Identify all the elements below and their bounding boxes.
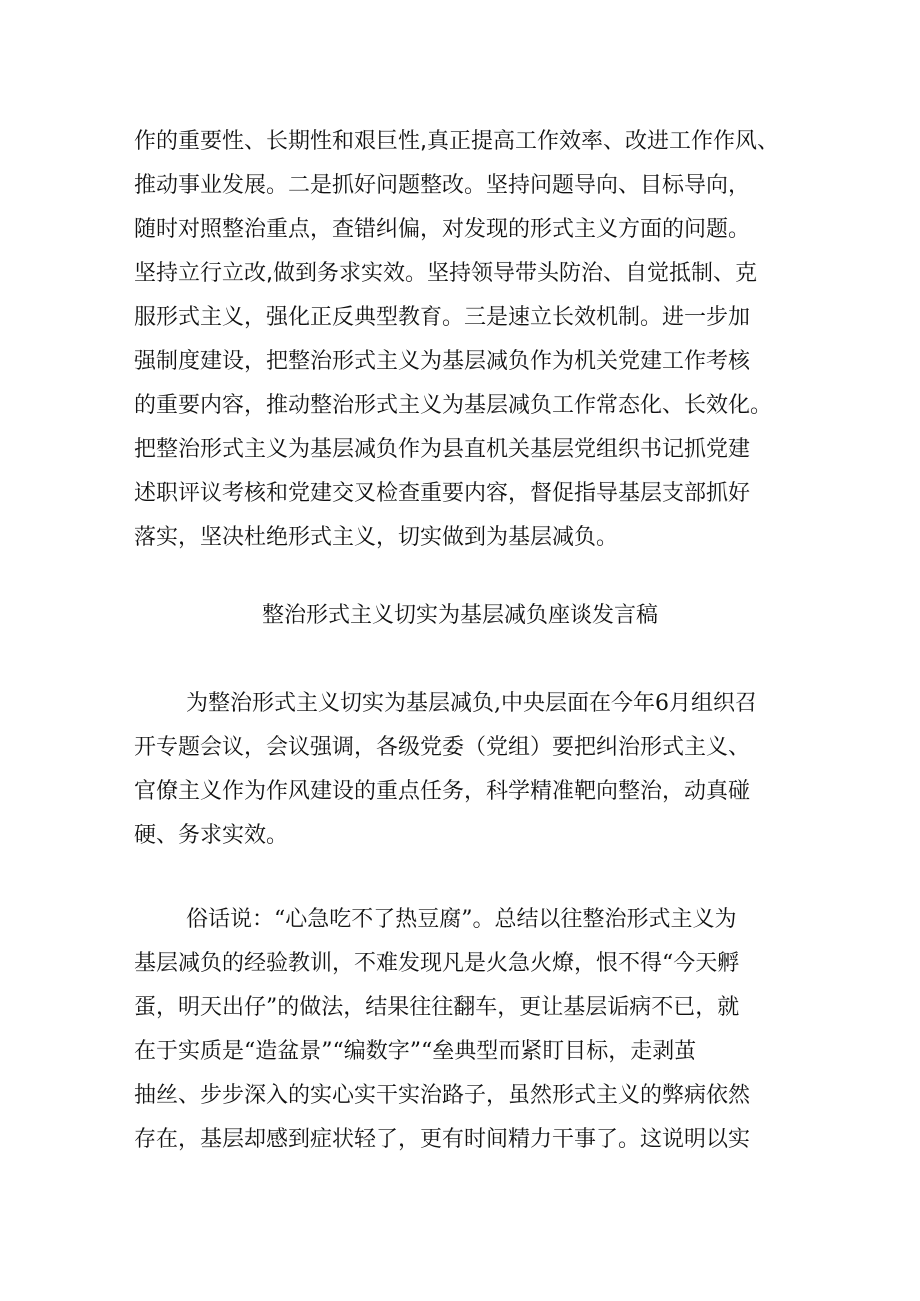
body-text-line: 的重要内容，推动整治形式主义为基层减负工作常态化、长效化。 [134,393,773,418]
paragraph-line: 基层减负的经验教训，不难发现凡是火急火燎，恨不得“今天孵 [134,951,740,976]
paragraph-line: 存在，基层却感到症状轻了，更有时间精力干事了。这说明以实 [134,1127,751,1152]
body-text-line: 作的重要性、长期性和艰巨性,真正提高工作效率、改进工作作风、 [134,129,779,154]
paragraph-line: 硬、务求实效。 [134,823,289,848]
body-text-line: 服形式主义，强化正反典型教育。三是速立长效机制。进一步加 [134,305,751,330]
body-text-line: 随时对照整治重点，查错纠偏，对发现的形式主义方面的问题。 [134,217,751,242]
body-text-line: 强制度建设，把整治形式主义为基层减负作为机关党建工作考核 [134,349,751,374]
body-text-line: 把整治形式主义为基层减负作为县直机关基层党组织书记抓党建 [134,437,751,462]
body-text-line: 落实，坚决杜绝形式主义，切实做到为基层减负。 [134,525,619,550]
body-text-line: 推动事业发展。二是抓好问题整改。坚持问题导向、目标导向， [134,173,751,198]
paragraph-line: 在于实质是“造盆景”“编数字”“垒典型而紧盯目标，走剥茧 [134,1039,697,1064]
paragraph-line: 为整治形式主义切实为基层减负,中央层面在今年6月组织召 [186,691,757,716]
paragraph-line: 俗话说：“心急吃不了热豆腐”。总结以往整治形式主义为 [186,907,737,932]
body-text-line: 述职评议考核和党建交叉检查重要内容，督促指导基层支部抓好 [134,481,751,506]
article-title: 整治形式主义切实为基层减负座谈发言稿 [261,603,658,628]
paragraph-line: 抽丝、步步深入的实心实干实治路子，虽然形式主义的弊病依然 [134,1083,751,1108]
body-text-line: 坚持立行立改,做到务求实效。坚持领导带头防治、自觉抵制、克 [134,261,757,286]
paragraph-line: 蛋，明天出仔”的做法，结果往往翻车，更让基层诟病不已，就 [134,995,740,1020]
paragraph-line: 开专题会议，会议强调，各级党委（党组）要把纠治形式主义、 [134,735,751,760]
paragraph-line: 官僚主义作为作风建设的重点任务，科学精准靶向整治，动真碰 [134,779,751,804]
